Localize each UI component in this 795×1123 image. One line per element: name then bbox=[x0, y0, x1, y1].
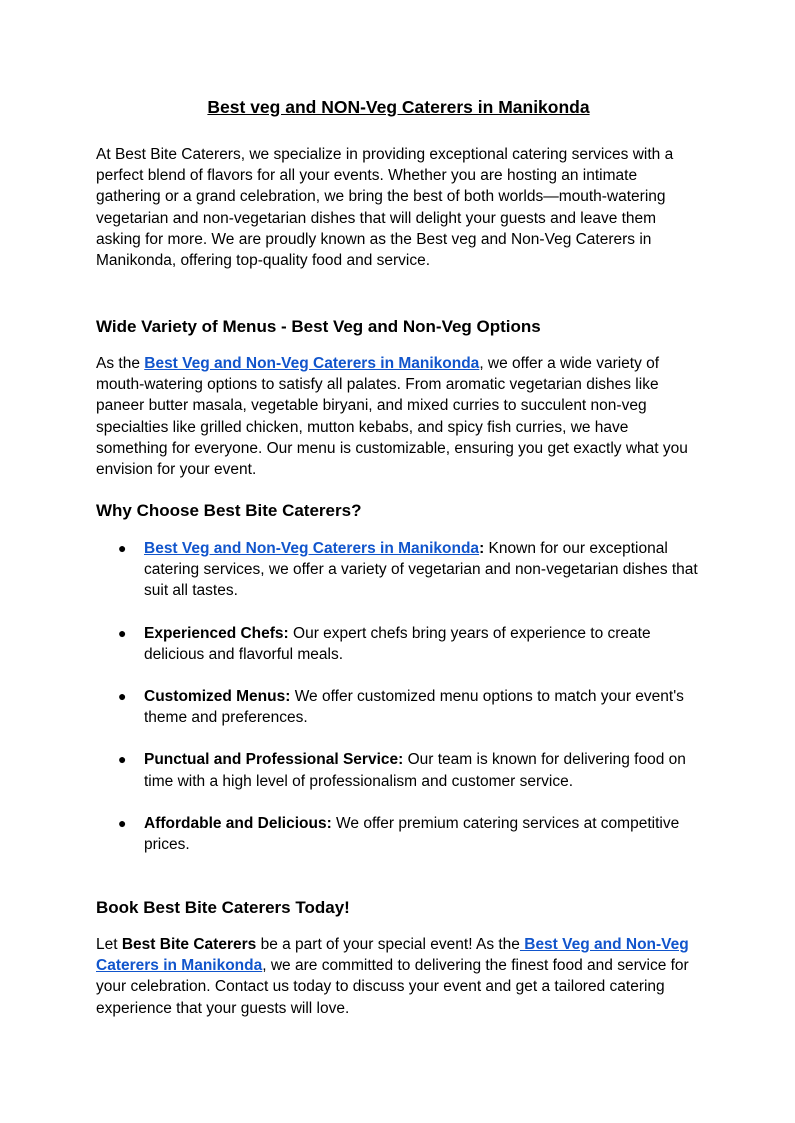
menus-prefix: As the bbox=[96, 355, 145, 372]
book-heading: Book Best Bite Caterers Today! bbox=[96, 898, 350, 917]
menus-heading: Wide Variety of Menus - Best Veg and Non-Veg Options bbox=[96, 317, 541, 336]
book-paragraph bbox=[96, 934, 701, 1019]
bullet-icon: ● bbox=[118, 688, 127, 705]
list-item-text: We offer premium catering services at competitive prices. bbox=[144, 814, 680, 854]
menus-paragraph bbox=[96, 353, 701, 480]
caterers-link[interactable]: Best Veg and Non-Veg Caterers in Manikonda bbox=[144, 540, 480, 557]
list-item-label: Affordable and Delicious: bbox=[144, 814, 332, 832]
list-item-label: Punctual and Professional Service: bbox=[144, 751, 404, 769]
book-prefix: Let bbox=[96, 936, 122, 953]
list-item-text: We offer customized menu options to match your event's theme and preferences. bbox=[144, 688, 684, 727]
why-list bbox=[96, 538, 701, 876]
list-item bbox=[96, 749, 701, 791]
bullet-icon: ● bbox=[118, 624, 127, 641]
menus-body: , we offer a wide variety of mouth-watering options to satisfy all palates. From aromatic vegetarian dishes like paneer butter masala, vegetable biryani, and mixed curries to succulent non-veg specialties like grilled chicken, mutton kebabs, and spicy fish curries, we have something for everyone. Our menu is customizable, ensuring you get exactly what you envision for your event. bbox=[96, 355, 688, 479]
list-item bbox=[96, 686, 701, 728]
bullet-icon: ● bbox=[118, 751, 127, 768]
list-item-text: Our expert chefs bring years of experience to create delicious and flavorful meals. bbox=[144, 624, 651, 663]
list-item-separator: : bbox=[479, 540, 485, 557]
bullet-icon: ● bbox=[118, 540, 127, 556]
why-heading: Why Choose Best Bite Caterers? bbox=[96, 501, 362, 520]
bullet-icon: ● bbox=[118, 814, 127, 831]
list-item-text: Known for our exceptional catering services, we offer a variety of vegetarian and non-vegetarian dishes that suit all tastes. bbox=[144, 540, 698, 600]
caterers-link[interactable]: Best Veg and Non-Veg Caterers in Manikonda bbox=[96, 936, 689, 975]
list-item-label: Experienced Chefs: bbox=[144, 624, 289, 642]
book-body: , we are committed to delivering the finest food and service for your celebration. Contact us today to discuss your event and get a tailored catering experience that your guests will love. bbox=[96, 957, 689, 1017]
list-item-label: Customized Menus: bbox=[144, 688, 291, 706]
caterers-link[interactable]: Best Veg and Non-Veg Caterers in Manikonda bbox=[144, 355, 480, 372]
book-brand: Best Bite Caterers bbox=[121, 936, 257, 953]
book-mid: be a part of your special event! As the bbox=[256, 936, 520, 953]
list-item bbox=[96, 813, 701, 855]
intro-paragraph: At Best Bite Caterers, we specialize in providing exceptional catering services with a perfect blend of flavors for all your events. Whether you are hosting an intimate gathering or a grand celebration, we bring the best of both worlds—mouth-watering vegetarian and non-vegetarian dishes that will delight your guests and leave them asking for more. We are proudly known as the Best veg and Non-Veg Caterers in Manikonda, offering top-quality food and service. bbox=[96, 146, 674, 270]
list-item bbox=[96, 623, 701, 665]
page-title: Best veg and NON-Veg Caterers in Manikonda bbox=[207, 97, 590, 117]
list-item-text: Our team is known for delivering food on time with a high level of professionalism and customer service. bbox=[144, 751, 686, 790]
list-item bbox=[96, 538, 701, 602]
